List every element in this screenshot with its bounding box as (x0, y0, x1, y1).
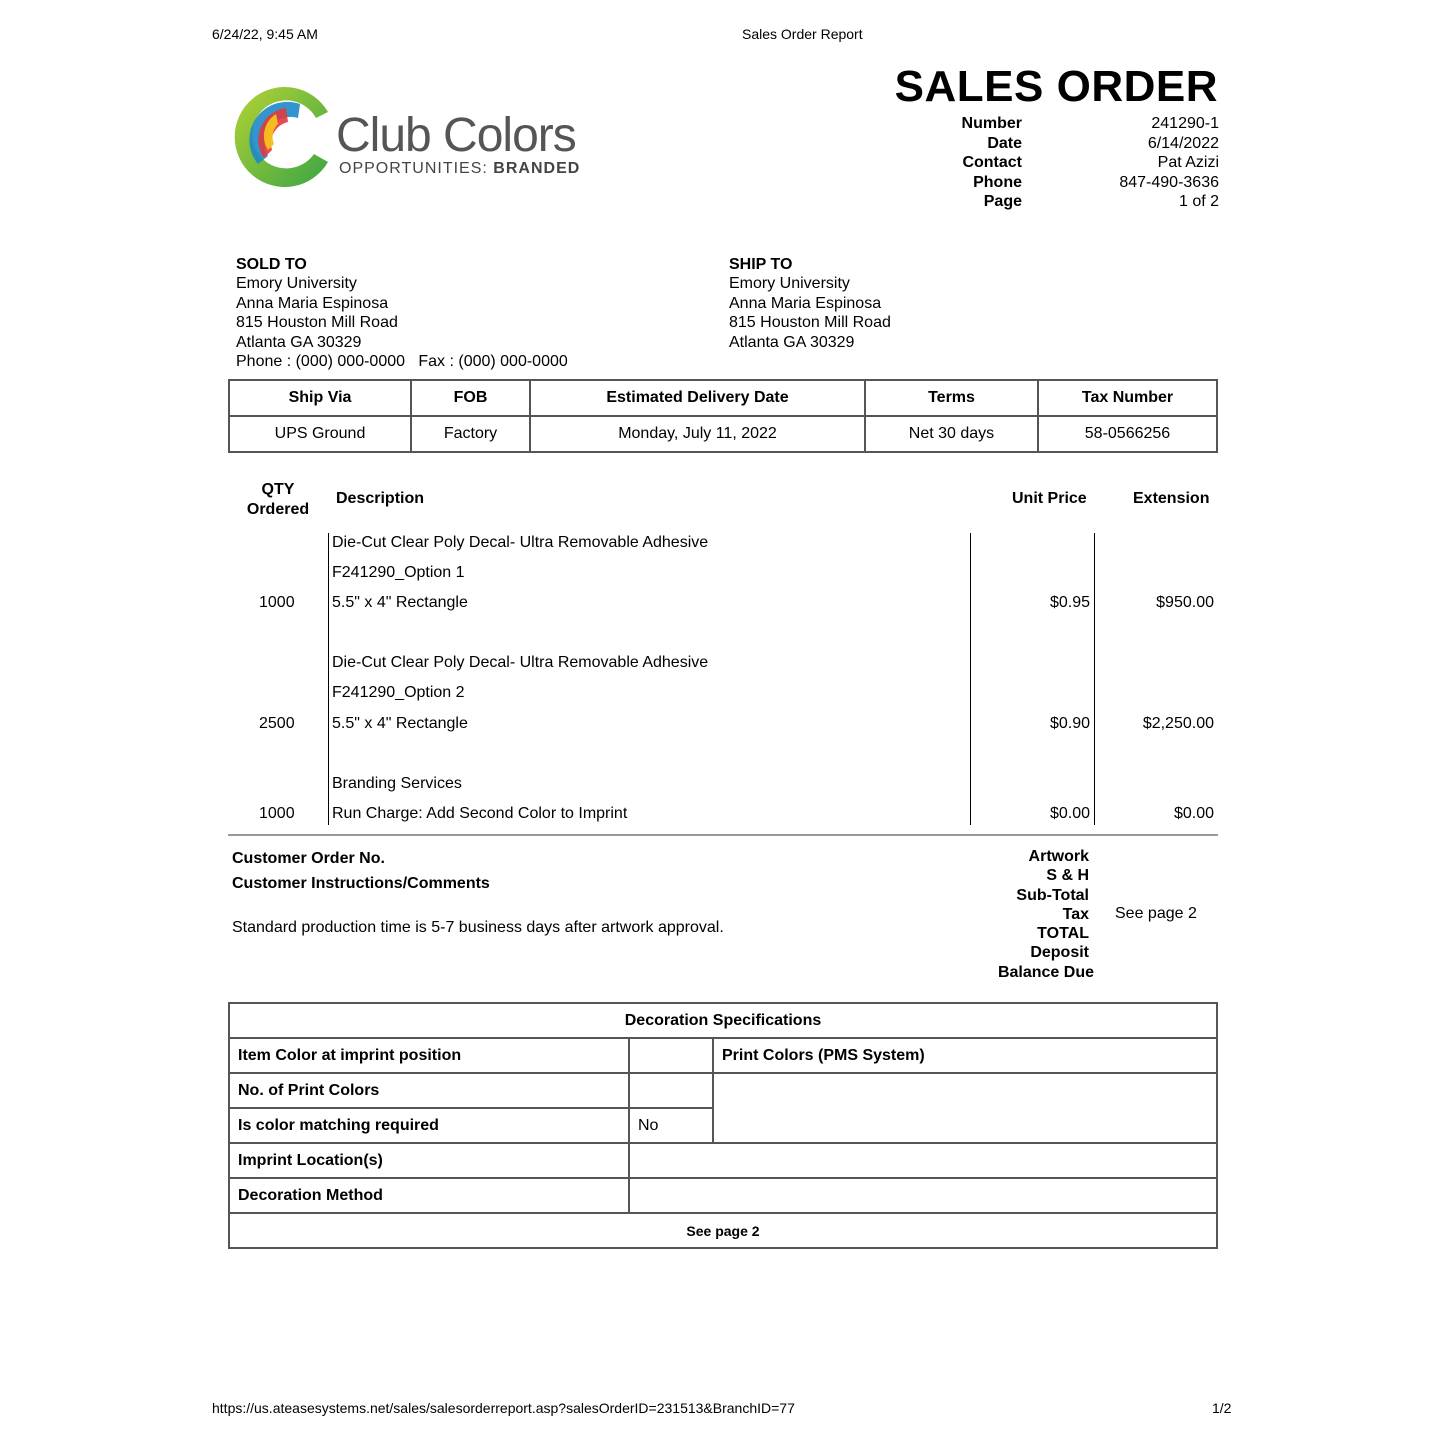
sold-to-line: Phone : (000) 000-0000 Fax : (000) 000-0000 (236, 353, 568, 371)
print-page-title: Sales Order Report (742, 26, 863, 42)
print-colors-value (713, 1073, 1217, 1143)
qty-header: QTY Ordered (246, 481, 310, 518)
decoration-title: Decoration Specifications (229, 1003, 1217, 1038)
ship-value: Net 30 days (865, 416, 1038, 452)
item-description-line: Branding Services (332, 775, 462, 792)
item-description-line: 5.5" x 4" Rectangle (332, 594, 468, 611)
items-divider-line (328, 533, 329, 825)
decoration-specs-table (228, 1002, 1218, 1249)
ship-value: 58-0566256 (1038, 416, 1217, 452)
ship-to-line: 815 Houston Mill Road (729, 314, 891, 332)
meta-label: Number (961, 115, 1022, 132)
order-meta-labels (900, 114, 1022, 214)
item-description-line: Run Charge: Add Second Color to Imprint (332, 805, 628, 822)
item-color-value (629, 1038, 713, 1073)
item-qty: 2500 (259, 715, 295, 732)
item-extension: $2,250.00 (1142, 715, 1214, 732)
ship-to-line: Anna Maria Espinosa (729, 294, 882, 312)
item-color-label: Item Color at imprint position (229, 1038, 629, 1073)
ship-header: Ship Via (229, 380, 411, 416)
sold-to-line: Anna Maria Espinosa (236, 294, 389, 312)
customer-instructions-label: Customer Instructions/Comments (232, 875, 490, 892)
ship-value: Factory (411, 416, 530, 452)
num-colors-value (629, 1073, 713, 1108)
sold-to-block (236, 255, 568, 371)
item-description-line: F241290_Option 2 (332, 684, 465, 701)
sold-to-heading: SOLD TO (236, 256, 307, 273)
imprint-location-label: Imprint Location(s) (229, 1143, 629, 1178)
items-divider-line (970, 533, 971, 825)
totals-note: See page 2 (1115, 905, 1197, 922)
print-datetime: 6/24/22, 9:45 AM (212, 26, 318, 42)
order-number: 241290-1 (1151, 115, 1219, 132)
customer-comment: Standard production time is 5-7 business days after artwork approval. (232, 919, 724, 936)
ship-header: Estimated Delivery Date (530, 380, 865, 416)
club-colors-logo-icon (228, 84, 338, 188)
ship-to-line: Emory University (729, 275, 850, 293)
decoration-method-value (629, 1178, 1217, 1213)
ship-to-heading: SHIP TO (729, 256, 793, 273)
totals-labels (960, 847, 1094, 982)
items-bottom-rule (228, 834, 1218, 836)
item-extension: $0.00 (1173, 805, 1214, 822)
item-description-line: Die-Cut Clear Poly Decal- Ultra Removable Adhesive (332, 654, 709, 671)
ship-value: UPS Ground (229, 416, 411, 452)
description-header: Description (336, 490, 425, 507)
item-qty: 1000 (259, 594, 295, 611)
total-label-total: TOTAL (1037, 925, 1089, 943)
item-qty: 1000 (259, 805, 295, 822)
item-description-line: Die-Cut Clear Poly Decal- Ultra Removable Adhesive (332, 534, 709, 551)
logo-tagline: OPPORTUNITIES: BRANDED (339, 160, 581, 177)
total-label-deposit: Deposit (1030, 944, 1089, 962)
order-contact: Pat Azizi (1157, 154, 1219, 171)
ship-to-block (729, 255, 891, 352)
sold-to-line: Emory University (236, 275, 357, 293)
meta-label: Contact (962, 154, 1022, 171)
extension-header: Extension (1133, 490, 1210, 507)
order-phone: 847-490-3636 (1119, 173, 1219, 191)
order-date: 6/14/2022 (1147, 134, 1219, 152)
item-description-line: 5.5" x 4" Rectangle (332, 715, 468, 732)
total-label-balance: Balance Due (997, 963, 1094, 981)
meta-label: Phone (973, 173, 1022, 191)
customer-order-label: Customer Order No. (232, 850, 385, 867)
item-unit-price: $0.90 (1049, 715, 1090, 732)
unit-price-header: Unit Price (1012, 490, 1087, 507)
print-colors-label: Print Colors (PMS System) (713, 1038, 1217, 1073)
color-match-label: Is color matching required (229, 1108, 629, 1143)
ship-header: FOB (411, 380, 530, 416)
decoration-method-label: Decoration Method (229, 1178, 629, 1213)
meta-label: Page (983, 193, 1022, 210)
total-label-tax: Tax (1062, 905, 1089, 923)
shipping-table (228, 379, 1218, 453)
sold-to-line: Atlanta GA 30329 (236, 333, 362, 351)
item-extension: $950.00 (1156, 594, 1214, 611)
ship-header: Terms (865, 380, 1038, 416)
meta-label: Date (987, 134, 1022, 152)
print-url: https://us.ateasesystems.net/sales/salesorderreport.asp?salesOrderID=231513&BranchID=77 (212, 1400, 795, 1416)
total-label-sh: S & H (1046, 867, 1089, 885)
sold-to-line: 815 Houston Mill Road (236, 314, 398, 332)
order-page: 1 of 2 (1178, 193, 1219, 210)
total-label-artwork: Artwork (1028, 848, 1089, 865)
item-unit-price: $0.00 (1049, 805, 1090, 822)
ship-header: Tax Number (1038, 380, 1217, 416)
print-page-count: 1/2 (1212, 1400, 1232, 1416)
item-unit-price: $0.95 (1049, 594, 1090, 611)
document-title: SALES ORDER (894, 62, 1218, 111)
order-meta-values (1030, 114, 1219, 214)
num-colors-label: No. of Print Colors (229, 1073, 629, 1108)
total-label-subtotal: Sub-Total (1016, 886, 1089, 904)
color-match-value: No (629, 1108, 713, 1143)
logo-brand-text: Club Colors (336, 109, 576, 162)
ship-value: Monday, July 11, 2022 (530, 416, 865, 452)
decoration-footer: See page 2 (229, 1213, 1217, 1248)
imprint-location-value (629, 1143, 1217, 1178)
item-description-line: F241290_Option 1 (332, 564, 465, 581)
ship-to-line: Atlanta GA 30329 (729, 333, 855, 351)
items-divider-line (1094, 533, 1095, 825)
